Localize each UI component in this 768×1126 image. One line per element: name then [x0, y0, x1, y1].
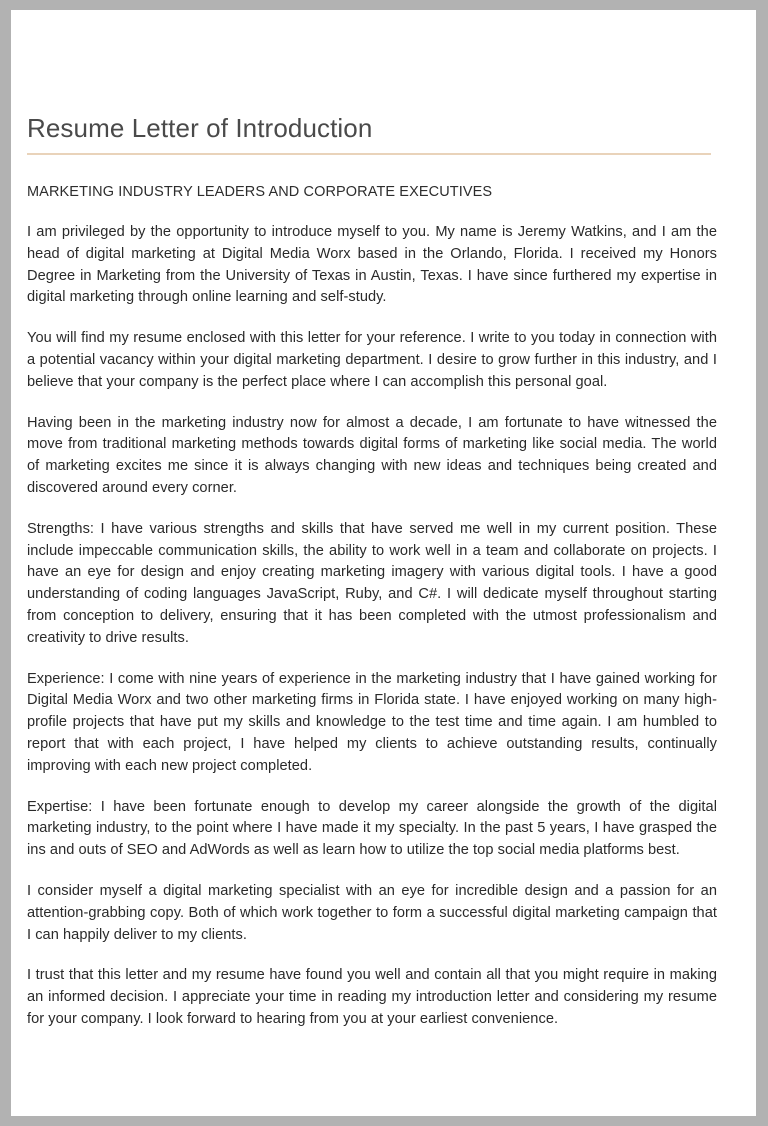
letter-paragraph: I consider myself a digital marketing specialist with an eye for incredible design and a passion for an attention-grabbing copy. Both of which work together to form a successful digital marketing campaign that I can happily deliver to my clients.: [27, 882, 717, 943]
letter-paragraph: Expertise: I have been fortunate enough to develop my career alongside the growth of the digital marketing industry, to the point where I have made it my specialty. In the past 5 years, I have grasped the ins and outs of SEO and AdWords as well as learn how to utilize the top social media platforms best.: [27, 798, 717, 859]
page-title: Resume Letter of Introduction: [27, 113, 373, 143]
letter-body: [27, 222, 717, 1031]
letter-paragraph: I am privileged by the opportunity to introduce myself to you. My name is Jeremy Watkins, and I am the head of digital marketing at Digital Media Worx based in the Orlando, Florida. I received my Honors Degree in Marketing from the University of Texas in Austin, Texas. I have since furthered my expertise in digital marketing through online learning and self-study.: [27, 224, 717, 306]
letter-paragraph: You will find my resume enclosed with this letter for your reference. I write to you today in connection with a potential vacancy within your digital marketing department. I desire to grow further in this industry, and I believe that your company is the perfect place where I can accomplish this personal goal.: [27, 330, 717, 390]
letter-paragraph: Experience: I come with nine years of experience in the marketing industry that I have gained working for Digital Media Worx and two other marketing firms in Florida state. I have enjoyed working on many high-profile projects that have put my skills and knowledge to the test time and time again. I am humbled to report that with each project, I have helped my clients to achieve outstanding results, continually improving with each new project completed.: [27, 670, 717, 774]
document-content: [27, 10, 717, 1031]
letter-paragraph: Strengths: I have various strengths and skills that have served me well in my current position. These include impeccable communication skills, the ability to work well in a team and collaborate on projects. I have an eye for design and enjoy creating marketing imagery with various digital tools. I have a good understanding of coding languages JavaScript, Ruby, and C#. I will dedicate myself throughout starting from conception to delivery, ensuring that it has been completed with the utmost professionalism and creativity to drive results.: [27, 520, 717, 646]
letter-paragraph: Having been in the marketing industry now for almost a decade, I am fortunate to have witnessed the move from traditional marketing methods towards digital forms of marketing like social media. The world of marketing excites me since it is always changing with new ideas and techniques being created and discovered around every corner.: [27, 414, 717, 496]
recipient-heading: MARKETING INDUSTRY LEADERS AND CORPORATE EXECUTIVES: [27, 184, 493, 200]
letter-paragraph: I trust that this letter and my resume have found you well and contain all that you might require in making an informed decision. I appreciate your time in reading my introduction letter and considering my resume for your company. I look forward to hearing from you at your earliest convenience.: [27, 967, 717, 1027]
title-accent-rule: [27, 153, 711, 155]
document-page: [11, 10, 756, 1116]
